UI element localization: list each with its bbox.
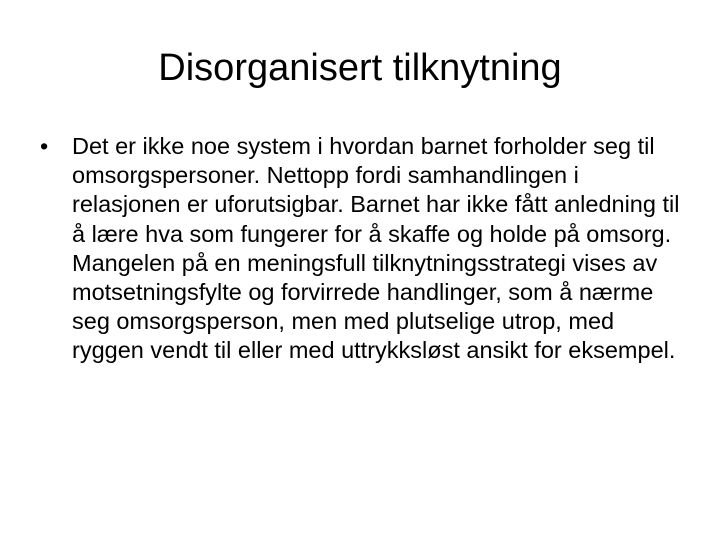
slide-body <box>30 132 690 366</box>
bullet-marker: • <box>40 133 49 159</box>
slide-title: Disorganisert tilknytning <box>158 47 562 89</box>
bullet-item <box>30 132 690 366</box>
bullet-text: Det er ikke noe system i hvordan barnet forholder seg til omsorgspersoner. Nettopp fordi samhandlingen i relasjonen er uforutsigbar. Barnet har ikke fått anledning til å lære hva som fungerer for å skaffe og holde på omsorg. Mangelen på en meningsfull tilknytningsstrategi vises av motsetningsfylte og forvirrede handlinger, som å nærme seg omsorgsperson, men med plutselige utrop, med ryggen vendt til eller med uttrykksløst ansikt for eksempel. <box>72 133 680 364</box>
